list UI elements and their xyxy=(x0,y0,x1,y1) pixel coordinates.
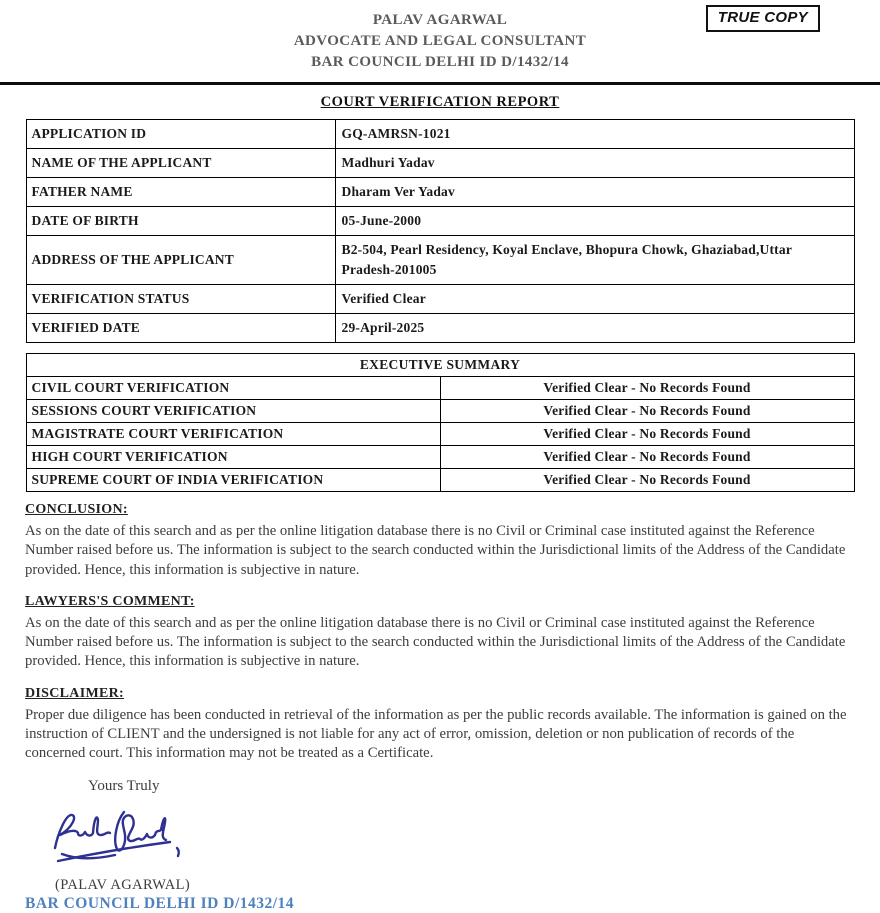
lawyers-comment-section xyxy=(25,594,853,672)
table-row xyxy=(26,285,854,314)
advocate-title: ADVOCATE AND LEGAL CONSULTANT xyxy=(293,33,587,49)
table-row xyxy=(26,469,854,492)
applicant-details-body xyxy=(26,120,854,343)
advocate-bar-id: BAR COUNCIL DELHI ID D/1432/14 xyxy=(311,54,569,70)
table-row xyxy=(26,314,854,343)
row-value: Madhuri Yadav xyxy=(335,149,854,178)
row-label: MAGISTRATE COURT VERIFICATION xyxy=(26,423,440,446)
table-row xyxy=(26,446,854,469)
row-value: Verified Clear - No Records Found xyxy=(440,377,854,400)
disclaimer-section xyxy=(25,686,853,764)
conclusion-body: As on the date of this search and as per the online litigation database there is no Civil or Criminal case instituted against the Reference Number raised before us. The information is subject to the search conducted within the Jurisdictional limits of the Address of the Candidate provided. Hence, this information is subjective in nature. xyxy=(25,523,846,578)
executive-summary-title: EXECUTIVE SUMMARY xyxy=(26,354,854,377)
row-value: Verified Clear - No Records Found xyxy=(440,400,854,423)
conclusion-section xyxy=(25,502,853,580)
row-label: SESSIONS COURT VERIFICATION xyxy=(26,400,440,423)
table-row xyxy=(26,207,854,236)
disclaimer-heading: DISCLAIMER: xyxy=(25,685,124,701)
lawyers-comment-heading: LAWYERS'S COMMENT: xyxy=(25,593,195,609)
signature-ink-icon xyxy=(47,803,197,873)
table-row xyxy=(26,149,854,178)
table-row xyxy=(26,377,854,400)
header-divider xyxy=(0,82,880,85)
signoff xyxy=(0,778,880,913)
row-label: VERIFICATION STATUS xyxy=(26,285,335,314)
row-label: APPLICATION ID xyxy=(26,120,335,149)
row-label: HIGH COURT VERIFICATION xyxy=(26,446,440,469)
salutation: Yours Truly xyxy=(88,777,160,794)
executive-summary-rows xyxy=(26,377,854,492)
row-label: NAME OF THE APPLICANT xyxy=(26,149,335,178)
executive-summary-table xyxy=(26,353,855,492)
true-copy-stamp-label: TRUE COPY xyxy=(717,9,808,26)
row-value: B2-504, Pearl Residency, Koyal Enclave, Bhopura Chowk, Ghaziabad,Uttar Pradesh-201005 xyxy=(335,236,854,285)
row-label: FATHER NAME xyxy=(26,178,335,207)
executive-summary-body xyxy=(26,354,854,377)
disclaimer-body: Proper due diligence has been conducted in retrieval of the information as per the public records available. The information is gained on the instruction of CLIENT and the undersigned is not liable for any act of error, omission, deletion or non publication of records of the concerned court. This information may not be treated as a Certificate. xyxy=(25,706,847,762)
row-label: ADDRESS OF THE APPLICANT xyxy=(26,236,335,285)
signatory-bar-id: BAR COUNCIL DELHI ID D/1432/14 xyxy=(25,894,295,912)
true-copy-stamp xyxy=(706,5,820,32)
row-label: VERIFIED DATE xyxy=(26,314,335,343)
conclusion-heading: CONCLUSION: xyxy=(25,502,128,517)
row-label: SUPREME COURT OF INDIA VERIFICATION xyxy=(26,469,440,492)
row-value: 29-April-2025 xyxy=(335,314,854,343)
table-row xyxy=(26,120,854,149)
row-value: Verified Clear - No Records Found xyxy=(440,469,854,492)
lawyers-comment-body: As on the date of this search and as per the online litigation database there is no Civil or Criminal case instituted against the Reference Number raised before us. The information is subject to the search conducted within the Jurisdictional limits of the Address of the Candidate provided. Hence, this information is subjective in nature. xyxy=(25,614,846,670)
row-label: CIVIL COURT VERIFICATION xyxy=(26,377,440,400)
row-value: 05-June-2000 xyxy=(335,207,854,236)
text-sections xyxy=(0,492,880,764)
row-value: Verified Clear xyxy=(335,285,854,314)
report-title: COURT VERIFICATION REPORT xyxy=(320,94,560,110)
signatory-name: (PALAV AGARWAL) xyxy=(55,876,191,893)
table-row xyxy=(26,236,854,285)
executive-summary-header-row xyxy=(26,354,854,377)
row-value: Dharam Ver Yadav xyxy=(335,178,854,207)
handwritten-signature xyxy=(47,803,197,873)
table-row xyxy=(26,400,854,423)
row-label: DATE OF BIRTH xyxy=(26,207,335,236)
advocate-name: PALAV AGARWAL xyxy=(372,12,508,28)
applicant-details-table xyxy=(26,119,855,343)
row-value: Verified Clear - No Records Found xyxy=(440,423,854,446)
table-row xyxy=(26,178,854,207)
row-value: Verified Clear - No Records Found xyxy=(440,446,854,469)
table-row xyxy=(26,423,854,446)
row-value: GQ-AMRSN-1021 xyxy=(335,120,854,149)
